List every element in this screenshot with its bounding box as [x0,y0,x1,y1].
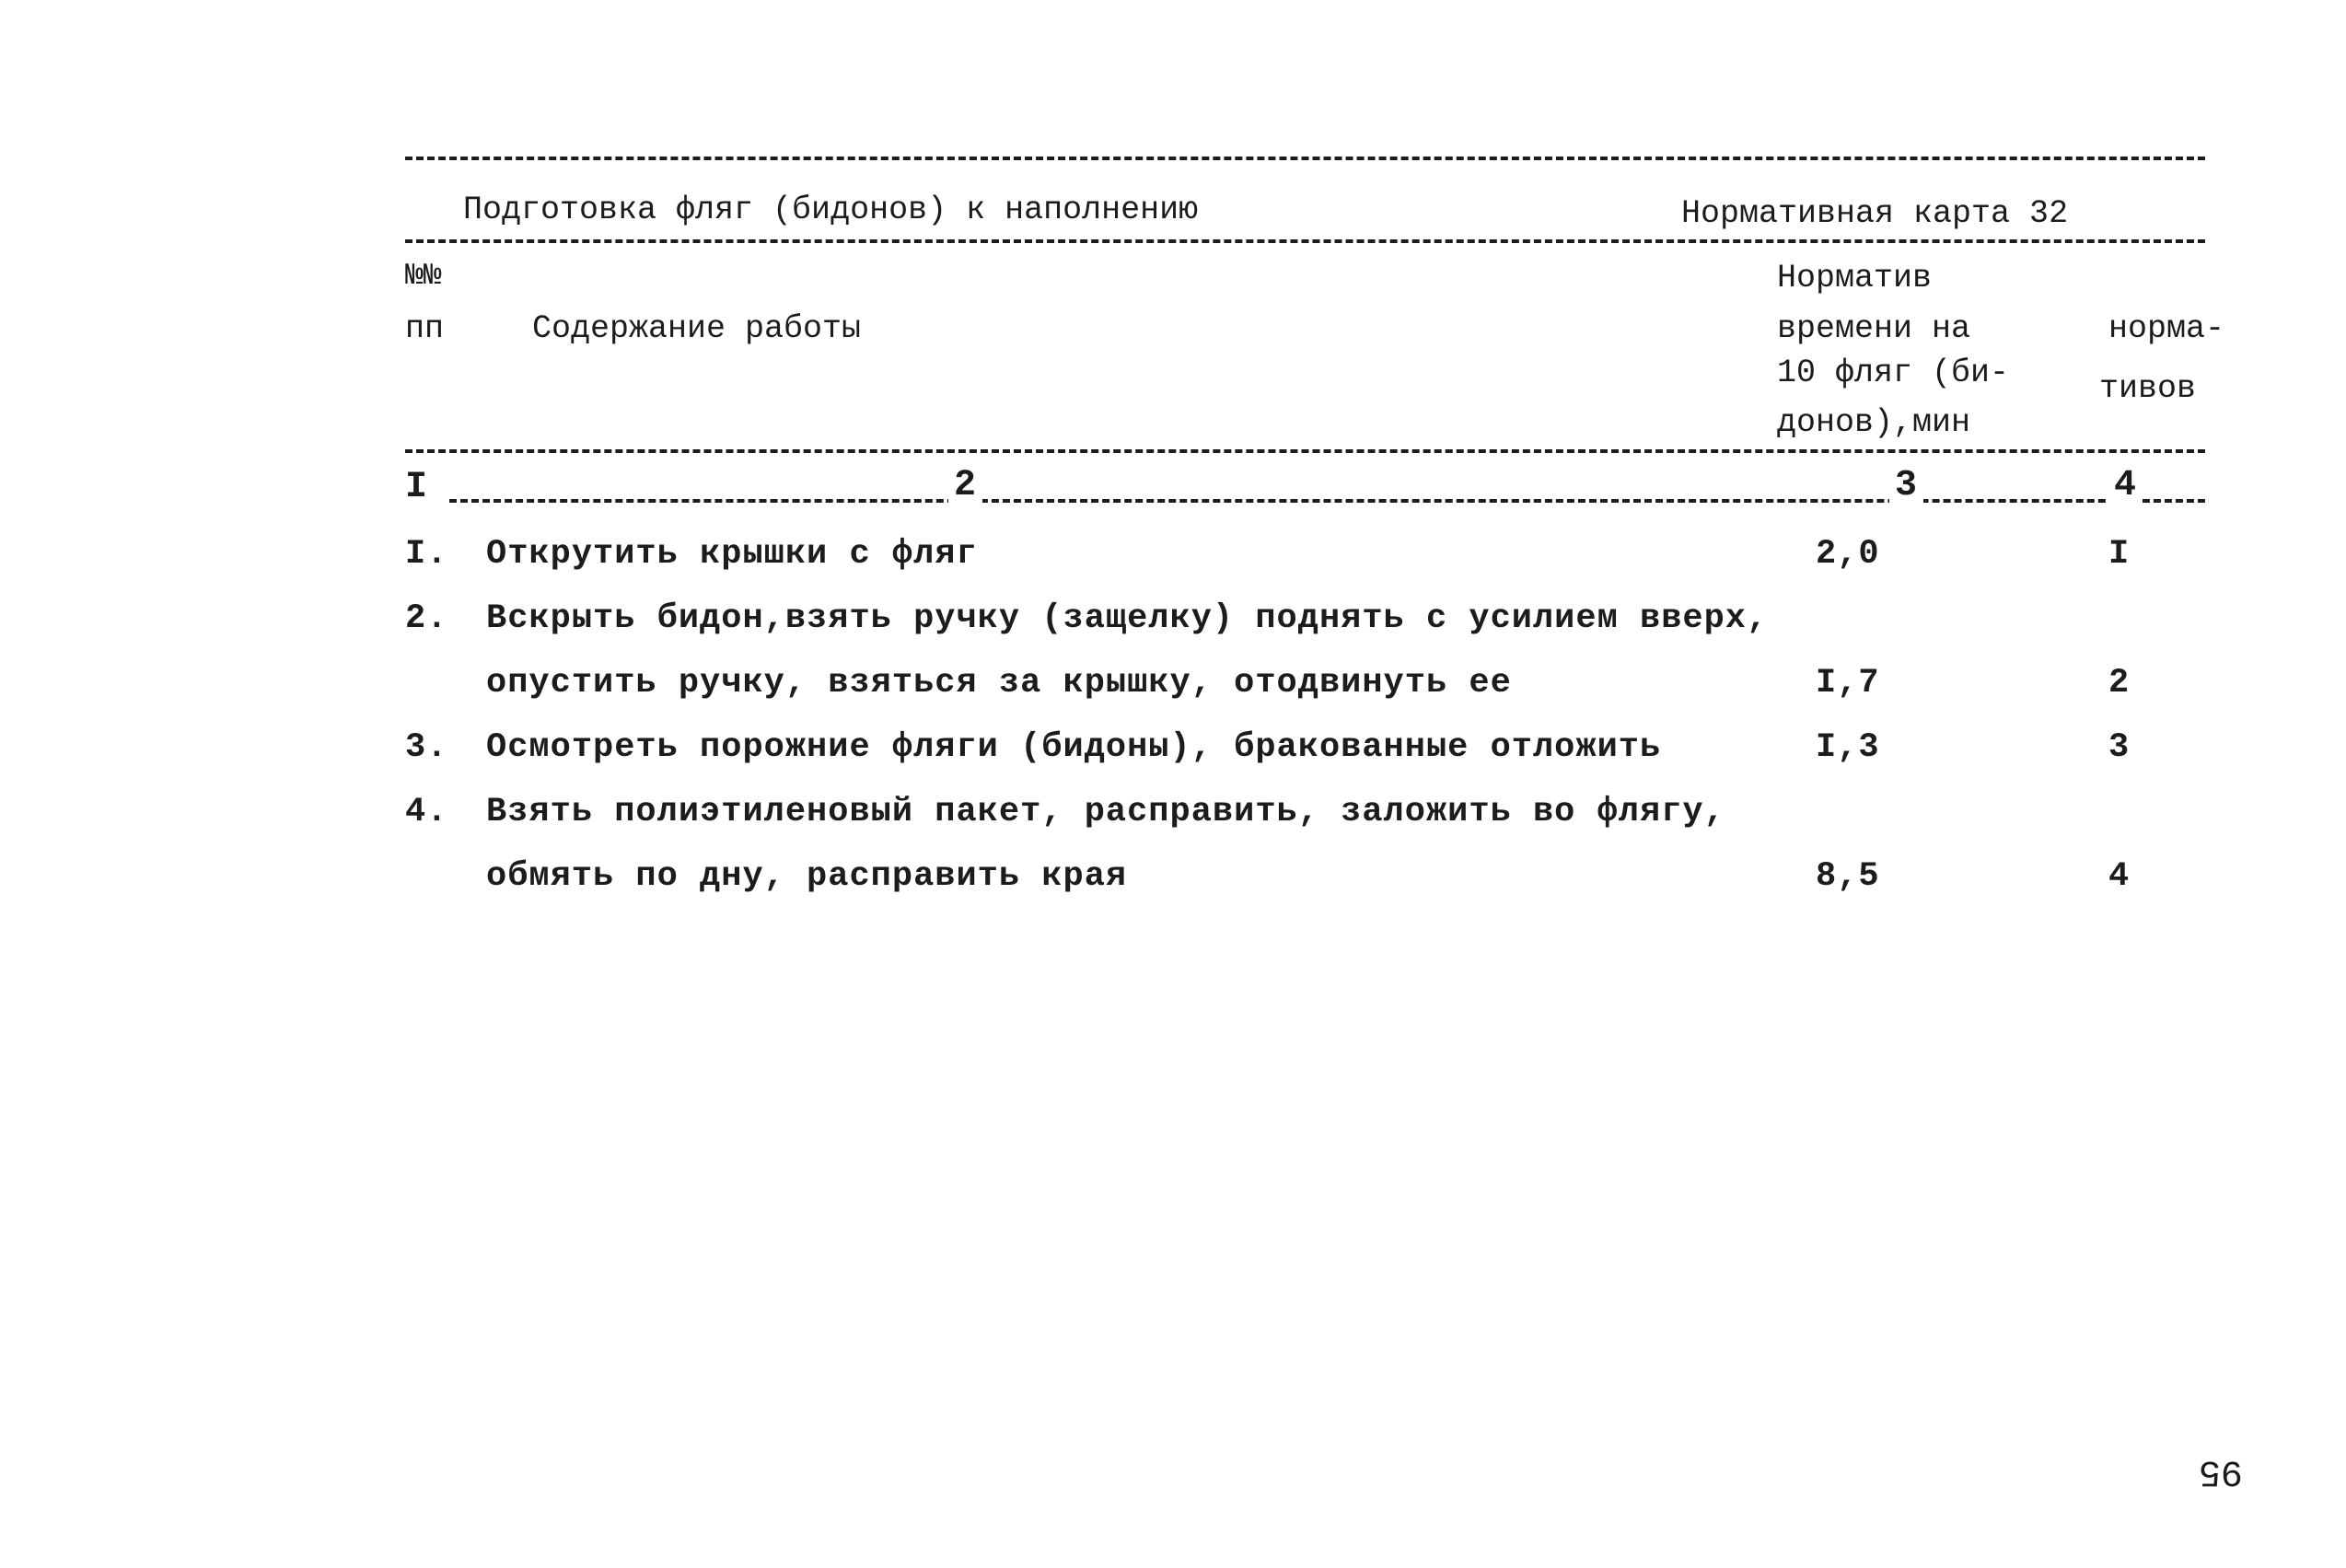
row-3-index: 3 [2108,728,2131,767]
top-rule [405,157,2205,160]
row-2-text-continued: опустить ручку, взяться за крышку, отодвинуть ее [486,664,1512,703]
col-header-norm-2: времени на [1777,310,1971,347]
col-header-index-1: норма- [2108,310,2225,347]
page-number: 95 [2199,1450,2244,1492]
row-2-number: 2. [405,599,448,638]
col-header-index-2: тивов [2099,370,2197,407]
row-4-text: Взять полиэтиленовый пакет, расправить, заложить во флягу, [486,793,1725,831]
row-4-index: 4 [2108,857,2131,896]
col-header-content: Содержание работы [532,310,862,347]
columns-rule [405,449,2205,453]
header-rule [405,239,2205,243]
row-2-index: 2 [2108,664,2131,703]
column-numbers-rule [449,499,2205,503]
row-1-number: I. [405,535,448,574]
column-number-1: I [405,468,434,508]
row-1-norm: 2,0 [1816,535,1880,574]
row-3-norm: I,3 [1816,728,1880,767]
norm-card-label: Нормативная карта 32 [1681,195,2069,232]
row-2-text: Вскрыть бидон,взять ручку (защелку) поднять с усилием вверх, [486,599,1769,638]
column-number-2: 2 [948,466,982,506]
row-3-number: 3. [405,728,448,767]
row-4-text-continued: обмять по дну, расправить края [486,857,1128,896]
row-2-norm: I,7 [1816,664,1880,703]
row-4-number: 4. [405,793,448,831]
col-header-number: №№ [405,259,442,293]
row-4-norm: 8,5 [1816,857,1880,896]
document-title: Подготовка фляг (бидонов) к наполнению [463,192,1199,228]
column-number-4: 4 [2108,466,2143,506]
col-header-norm-3: 10 фляг (би- [1777,354,2010,391]
column-number-3: 3 [1889,466,1923,506]
col-header-norm-4: донов),мин [1777,404,1971,441]
col-header-norm-1: Норматив [1777,260,1933,296]
col-header-number-pp: пп [405,310,445,347]
row-3-text: Осмотреть порожние фляги (бидоны), бракованные отложить [486,728,1662,767]
row-1-text: Открутить крышки с фляг [486,535,978,574]
row-1-index: I [2108,535,2131,574]
